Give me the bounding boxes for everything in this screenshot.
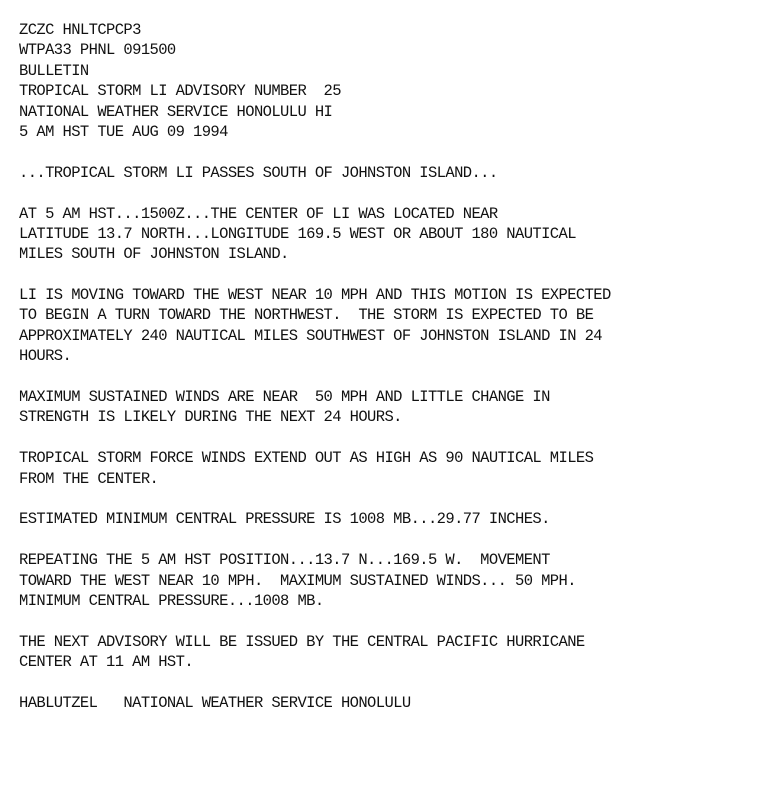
- header-line: WTPA33 PHNL 091500: [19, 41, 176, 60]
- text-line: HOURS.: [19, 347, 72, 366]
- text-line: APPROXIMATELY 240 NAUTICAL MILES SOUTHWEST OF JOHNSTON ISLAND IN 24: [19, 326, 603, 345]
- signature-block: [19, 693, 749, 713]
- text-line: TO BEGIN A TURN TOWARD THE NORTHWEST. THE STORM IS EXPECTED TO BE: [19, 306, 594, 325]
- text-line: MINIMUM CENTRAL PRESSURE...1008 MB.: [19, 591, 324, 610]
- header-line: ZCZC HNLTCPCP3: [19, 21, 141, 39]
- motion-paragraph: [19, 285, 749, 367]
- next-advisory-paragraph: [19, 632, 749, 673]
- location-paragraph: [19, 204, 749, 265]
- text-line: ESTIMATED MINIMUM CENTRAL PRESSURE IS 1008 MB...29.77 INCHES.: [19, 510, 550, 529]
- wind-extent-paragraph: [19, 448, 749, 489]
- advisory-document: [19, 20, 749, 734]
- winds-paragraph: [19, 387, 749, 428]
- repeat-position-paragraph: [19, 550, 749, 611]
- text-line: REPEATING THE 5 AM HST POSITION...13.7 N...169.5 W. MOVEMENT: [19, 551, 550, 570]
- issuing-office: NATIONAL WEATHER SERVICE HONOLULU HI: [19, 102, 333, 121]
- advisory-title: TROPICAL STORM LI ADVISORY NUMBER 25: [19, 82, 341, 101]
- pressure-paragraph: [19, 509, 749, 529]
- text-line: MAXIMUM SUSTAINED WINDS ARE NEAR 50 MPH AND LITTLE CHANGE IN: [19, 388, 550, 407]
- header-line: BULLETIN: [19, 61, 89, 80]
- forecaster-signature: HABLUTZEL NATIONAL WEATHER SERVICE HONOLULU: [19, 693, 411, 712]
- text-line: TROPICAL STORM FORCE WINDS EXTEND OUT AS HIGH AS 90 NAUTICAL MILES: [19, 449, 594, 468]
- text-line: LATITUDE 13.7 NORTH...LONGITUDE 169.5 WEST OR ABOUT 180 NAUTICAL: [19, 224, 576, 243]
- text-line: STRENGTH IS LIKELY DURING THE NEXT 24 HOURS.: [19, 408, 402, 427]
- text-line: MILES SOUTH OF JOHNSTON ISLAND.: [19, 245, 289, 264]
- headline: ...TROPICAL STORM LI PASSES SOUTH OF JOHNSTON ISLAND...: [19, 163, 498, 182]
- text-line: FROM THE CENTER.: [19, 469, 159, 488]
- text-line: AT 5 AM HST...1500Z...THE CENTER OF LI WAS LOCATED NEAR: [19, 204, 498, 223]
- text-line: CENTER AT 11 AM HST.: [19, 653, 194, 672]
- text-line: LI IS MOVING TOWARD THE WEST NEAR 10 MPH AND THIS MOTION IS EXPECTED: [19, 286, 611, 305]
- issue-time: 5 AM HST TUE AUG 09 1994: [19, 122, 228, 141]
- headline-block: [19, 163, 749, 183]
- text-line: THE NEXT ADVISORY WILL BE ISSUED BY THE CENTRAL PACIFIC HURRICANE: [19, 632, 585, 651]
- text-line: TOWARD THE WEST NEAR 10 MPH. MAXIMUM SUSTAINED WINDS... 50 MPH.: [19, 571, 576, 590]
- header-block: [19, 20, 749, 142]
